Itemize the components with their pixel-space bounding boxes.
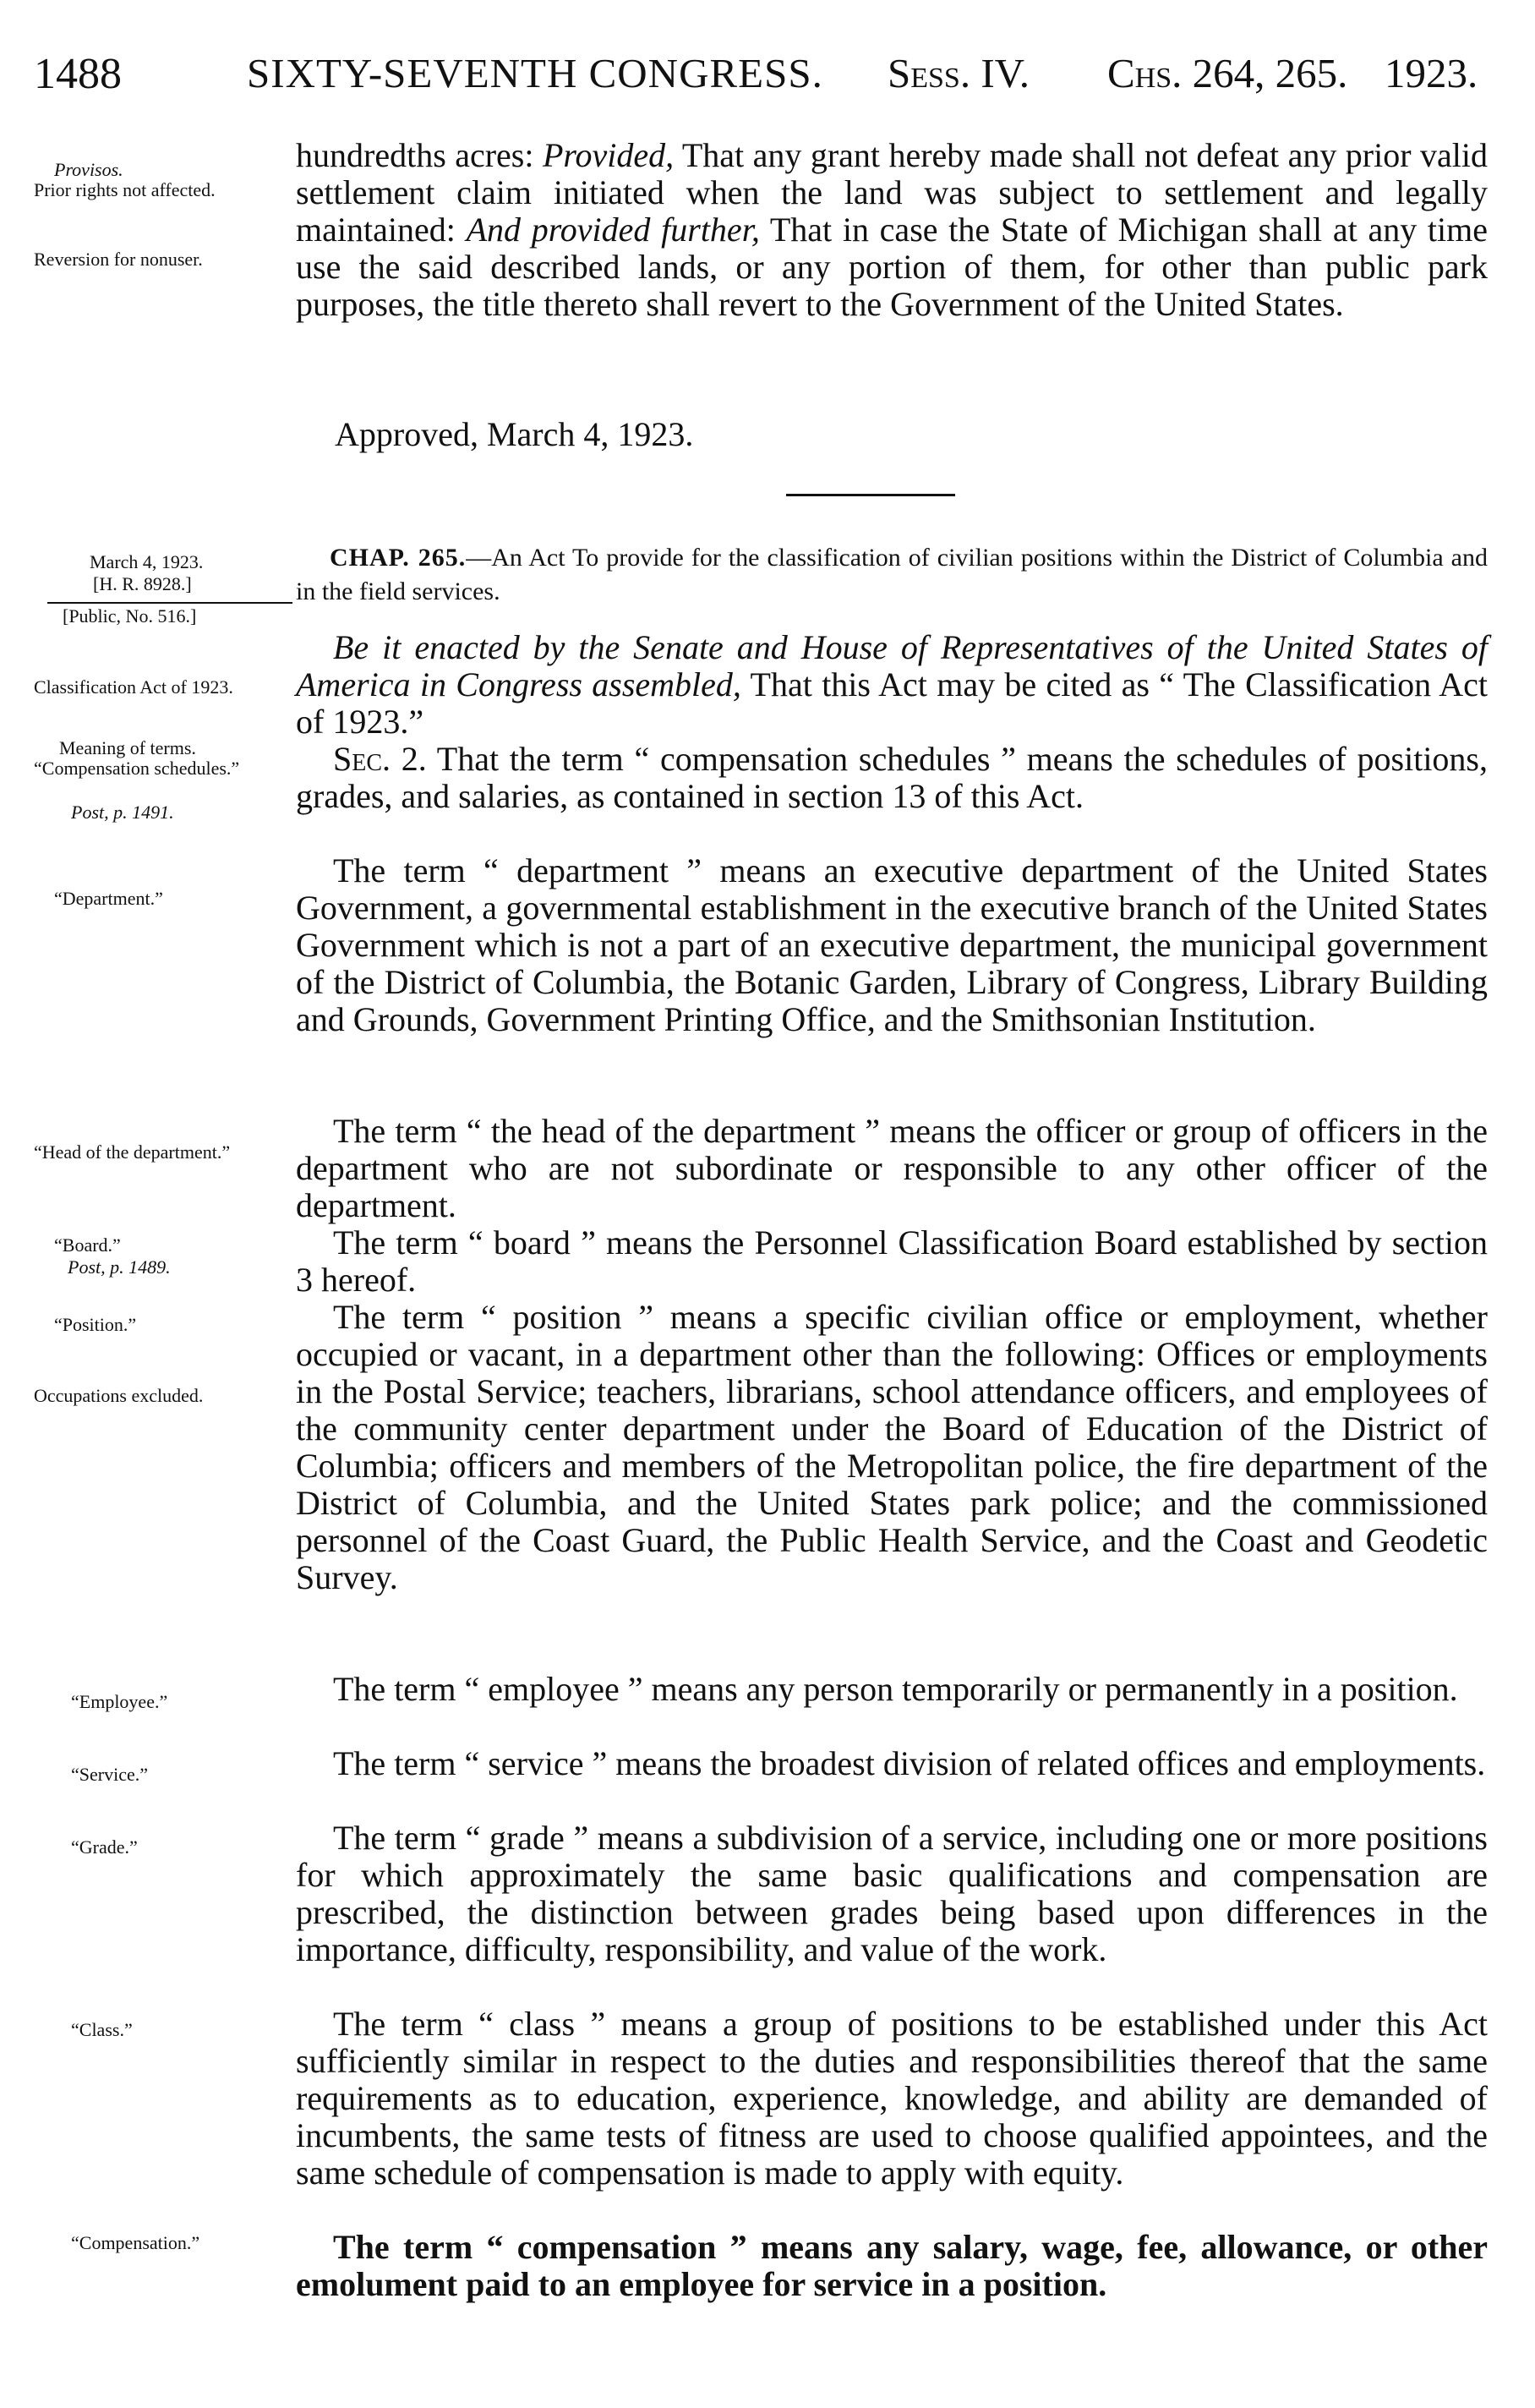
margin-note-post-1489: Post, p. 1489. bbox=[68, 1256, 171, 1278]
margin-note-position: “Position.” bbox=[54, 1314, 137, 1335]
year-label: 1923. bbox=[1385, 50, 1478, 96]
margin-note-grade: “Grade.” bbox=[71, 1836, 138, 1858]
text-run: That in case the State of Michigan shall at any time use the said described lands, or any portion of them, for other than public park purposes, the title thereto shall revert to the Government of the United States. bbox=[296, 211, 1489, 323]
definition-employee: The term “ employee ” means any person temporarily or permanently in a position. bbox=[333, 1670, 1458, 1708]
text-run: That this Act may be cited as “ The Classification Act of 1923.” bbox=[296, 665, 1488, 741]
margin-note-hr: [H. R. 8928.] bbox=[93, 573, 192, 594]
page-number: 1488 bbox=[34, 50, 122, 98]
provided-further-italic: And provided further, bbox=[466, 211, 760, 249]
margin-note-provisos: Provisos. bbox=[54, 159, 123, 180]
running-head bbox=[34, 49, 1478, 108]
definition-class: The term “ class ” means a group of positions to be established under this Act sufficiently similar in respect to the duties and responsibilities thereof that the same requirements as to education, experience, knowledge, and ability are demanded of incumbents, the same tests of fitness are used to choose qualified appointees, and the same schedule of compensation is made to apply with equity. bbox=[296, 2005, 1488, 2192]
definition-service: The term “ service ” means the broadest division of related offices and employments. bbox=[333, 1744, 1486, 1782]
margin-note-board: “Board.” bbox=[54, 1234, 121, 1256]
margin-note-department: “Department.” bbox=[54, 888, 163, 909]
approval-line: Approved, March 4, 1923. bbox=[335, 415, 694, 453]
margin-note-reversion: Reversion for nonuser. bbox=[34, 249, 203, 270]
enacting-italic: Be it enacted by the Senate and House of Representatives of the United States of America in Congress assembled, bbox=[296, 628, 1488, 703]
margin-note-public: [Public, No. 516.] bbox=[63, 605, 197, 627]
margin-note-meaning-of-terms: Meaning of terms. bbox=[59, 737, 196, 758]
chapter-title: —An Act To provide for the classification of civilian positions within the District of Columbia and in the field services. bbox=[296, 544, 1488, 605]
margin-note-service: “Service.” bbox=[71, 1764, 148, 1785]
provided-italic: Provided, bbox=[542, 136, 675, 174]
definition-head-of-department: The term “ the head of the department ” means the officer or group of officers in the department who are not subordinate or responsible to any other officer of the department. bbox=[296, 1112, 1488, 1224]
margin-note-employee: “Employee.” bbox=[71, 1691, 168, 1712]
chapter-heading bbox=[296, 541, 1488, 609]
margin-note-compensation-schedules: “Compensation schedules.” bbox=[34, 758, 240, 779]
section-label: Sec. 2. bbox=[333, 740, 427, 778]
margin-note-compensation: “Compensation.” bbox=[71, 2232, 200, 2253]
margin-divider bbox=[47, 602, 292, 604]
margin-note-class: “Class.” bbox=[71, 2019, 133, 2040]
definition-board: The term “ board ” means the Personnel Classification Board established by section 3 hereof. bbox=[296, 1223, 1488, 1299]
margin-note-head-of-department: “Head of the department.” bbox=[34, 1141, 231, 1163]
definition-department: The term “ department ” means an executive department of the United States Government, a governmental establishment in the executive branch of the United States Government which is not a part of an executive department, the municipal government of the District of Columbia, the Botanic Garden, Library of Congress, Library Building and Grounds, Government Printing Office, and the Smithsonian Institution. bbox=[296, 851, 1488, 1038]
text-run: That any grant hereby made shall not defeat any prior valid settlement claim initiated when the land was subject to settlement and legally maintained: bbox=[296, 136, 1489, 249]
section-divider bbox=[786, 494, 955, 496]
chapter-label: CHAP. 265. bbox=[330, 544, 467, 572]
definition-position: The term “ position ” means a specific civilian office or employment, whether occupied or vacant, in a department other than the following: Offices or employments in the Postal Service; teachers, librarians, school attendance officers, and employees of the community center department under the Board of Education of the District of Columbia; officers and members of the Metropolitan police, the fire department of the District of Columbia, and the United States park police; and the commissioned personnel of the Coast Guard, the Public Health Service, and the Coast and Geodetic Survey. bbox=[296, 1298, 1488, 1596]
text-run: That the term “ compensation schedules ” means the schedules of positions, grades, and salaries, as contained in section 13 of this Act. bbox=[296, 740, 1488, 815]
definition-compensation: The term “ compensation ” means any salary, wage, fee, allowance, or other emolument paid to an employee for service in a position. bbox=[296, 2228, 1488, 2303]
margin-note-classification-act: Classification Act of 1923. bbox=[34, 676, 233, 698]
enacting-clause bbox=[296, 629, 1488, 741]
session-label: Sess. IV. bbox=[888, 50, 1030, 96]
text-run: hundredths acres: bbox=[296, 136, 543, 174]
margin-note-prior-rights: Prior rights not affected. bbox=[34, 179, 216, 200]
congress-title: SIXTY-SEVENTH CONGRESS. bbox=[247, 50, 823, 96]
margin-note-post-1491: Post, p. 1491. bbox=[71, 802, 174, 823]
continuation-paragraph bbox=[296, 137, 1488, 323]
section-2 bbox=[296, 741, 1488, 815]
margin-note-occupations-excluded: Occupations excluded. bbox=[34, 1385, 204, 1406]
margin-note-date: March 4, 1923. bbox=[90, 551, 204, 572]
definition-grade: The term “ grade ” means a subdivision of a service, including one or more positions for which approximately the same basic qualifications and compensation are prescribed, the distinction between grades being based upon differences in the importance, difficulty, responsibility, and value of the work. bbox=[296, 1819, 1488, 1968]
chapters-label: Chs. 264, 265. bbox=[1107, 50, 1348, 96]
